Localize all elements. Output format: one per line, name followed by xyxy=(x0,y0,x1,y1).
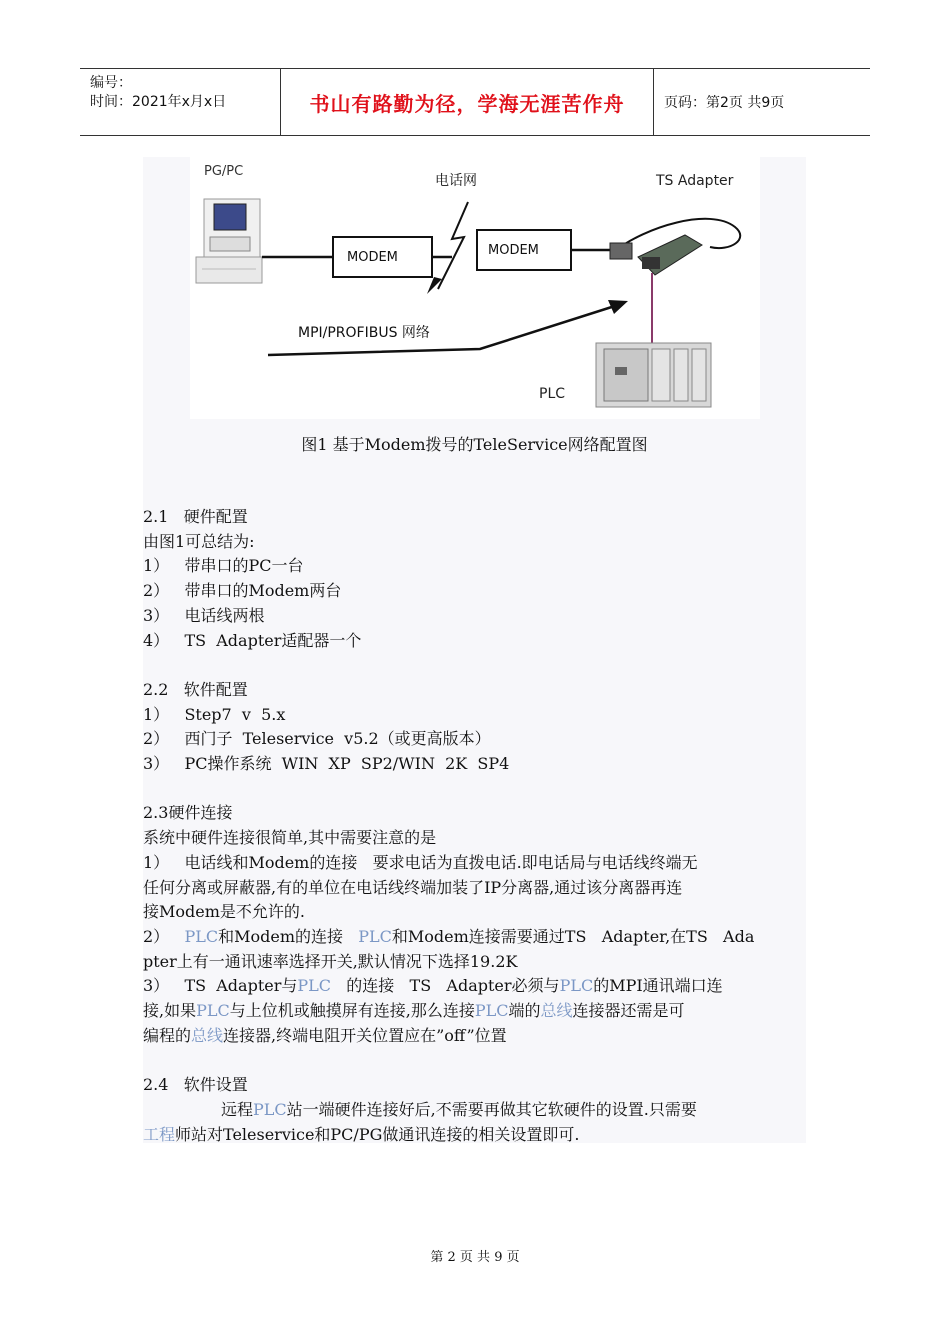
list-item: 3） PC操作系统 WIN XP SP2/WIN 2K SP4 xyxy=(143,754,510,774)
section-2-3-title: 2.3硬件连接 xyxy=(143,803,233,823)
plc-term: PLC xyxy=(358,926,392,946)
section-2-3-intro: 系统中硬件连接很简单,其中需要注意的是 xyxy=(143,828,437,848)
pc-computer-icon xyxy=(196,199,262,283)
para-line: 1） 电话线和Modem的连接 要求电话为直拨电话.即电话局与电话线终端无 xyxy=(143,852,698,872)
list-item: 2） 带串口的Modem两台 xyxy=(143,581,342,601)
figure-caption: 图1 基于Modem拨号的TeleService网络配置图 xyxy=(301,435,648,454)
para-line: 工程师站对Teleservice和PC/PG做通讯连接的相关设置即可. xyxy=(143,1124,580,1144)
section-2-4-title: 2.4 软件设置 xyxy=(143,1075,248,1095)
section-2-2-title: 2.2 软件配置 xyxy=(143,679,248,699)
list-item: 1） Step7 v 5.x xyxy=(143,704,286,724)
header-time: 时间：2021年x月x日 xyxy=(90,94,227,110)
plc-term: PLC xyxy=(474,1001,509,1021)
para-line: 远程PLC站一端硬件连接好后,不需要再做其它软硬件的设置.只需要 xyxy=(221,1099,697,1119)
phone-link-bolt xyxy=(438,202,468,289)
bus-term: 总线 xyxy=(540,1001,573,1021)
para-line: 编程的总线连接器,终端电阻开关位置应在”off”位置 xyxy=(143,1025,507,1045)
modem-1-label: MODEM xyxy=(347,250,398,265)
engineer-term: 工程 xyxy=(143,1124,176,1144)
para-line: 2） PLC和Modem的连接 PLC和Modem连接需要通过TS Adapter,在TS Ada xyxy=(143,926,755,946)
header-motto-cell xyxy=(281,69,654,135)
list-item: 4） TS Adapter适配器一个 xyxy=(143,630,362,650)
section-2-1-intro: 由图1可总结为: xyxy=(143,531,255,551)
plc-term: PLC xyxy=(196,1001,230,1021)
para-line: 接Modem是不允许的. xyxy=(143,902,305,922)
document-body xyxy=(143,505,806,1147)
plc-term: PLC xyxy=(253,1099,287,1119)
mpi-profibus-label: MPI/PROFIBUS 网络 xyxy=(298,325,430,341)
ts-adapter-icon xyxy=(610,219,740,275)
list-item: 3） 电话线两根 xyxy=(143,605,265,625)
plc-term: PLC xyxy=(184,926,219,946)
list-item: 1） 带串口的PC一台 xyxy=(143,556,304,576)
plc-rack-icon xyxy=(596,343,711,407)
bus-term: 总线 xyxy=(191,1025,224,1045)
para-line: pter上有一通讯速率选择开关,默认情况下选择19.2K xyxy=(143,951,518,971)
header-meta xyxy=(80,69,281,135)
para-line: 接,如果PLC与上位机或触摸屏有连接,那么连接PLC端的总线连接器还需是可 xyxy=(143,1001,685,1021)
phone-network-label: 电话网 xyxy=(435,173,477,189)
plc-term: PLC xyxy=(297,976,332,996)
list-item: 2） 西门子 Teleservice v5.2（或更高版本） xyxy=(143,729,491,749)
section-2-1-title: 2.1 硬件配置 xyxy=(143,507,248,526)
ts-adapter-label: TS Adapter xyxy=(656,173,734,189)
para-line: 任何分离或屏蔽器,有的单位在电话线终端加装了IP分离器,通过该分离器再连 xyxy=(143,877,683,897)
pgpc-label: PG/PC xyxy=(204,164,244,179)
plc-term: PLC xyxy=(559,976,594,996)
page-footer: 第 2 页 共 9 页 xyxy=(430,1250,520,1265)
document-header xyxy=(80,68,870,136)
header-page-cell xyxy=(654,69,870,135)
plc-label: PLC xyxy=(539,386,566,402)
network-diagram xyxy=(190,157,760,419)
header-motto: 书山有路勤为径，学海无涯苦作舟 xyxy=(309,91,625,116)
para-line: 3） TS Adapter与PLC 的连接 TS Adapter必须与PLC的MPI通讯端口连 xyxy=(143,976,723,996)
header-page: 页码：第2页 共9页 xyxy=(664,95,785,111)
modem-2-label: MODEM xyxy=(488,243,539,258)
header-number: 编号： xyxy=(90,75,132,91)
